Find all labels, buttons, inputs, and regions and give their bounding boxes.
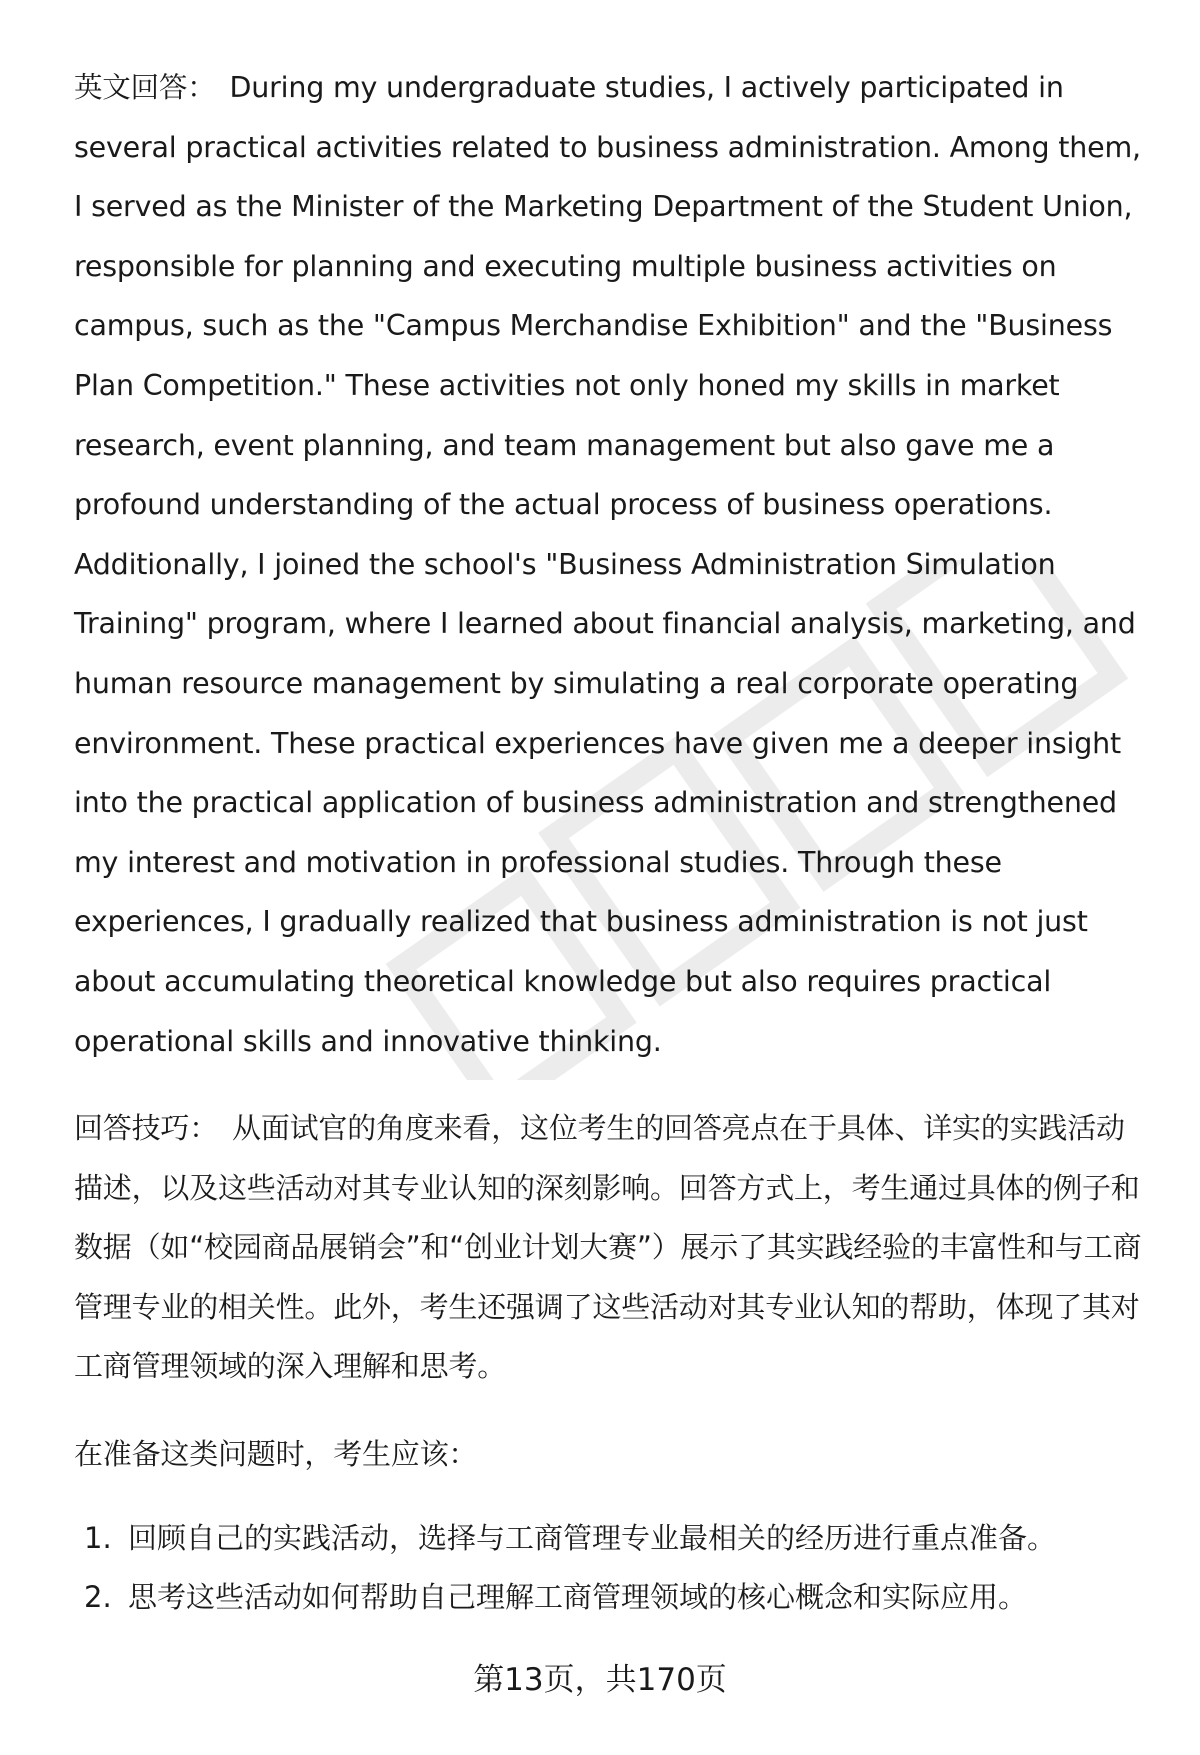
preparation-steps-list <box>74 1509 1146 1628</box>
english-answer-text: During my undergraduate studies, I actively participated in several practical activities related to business administration. Among them, I served as the Minister of the Marketing Department of the Student Union, responsible for planning and executing multiple business activities on campus, such as the "Campus Merchandise Exhibition" and the "Business Plan Competition." These activities not only honed my skills in market research, event planning, and team management but also gave me a profound understanding of the actual process of business operations. Additionally, I joined the school's "Business Administration Simulation Training" program, where I learned about financial analysis, marketing, and human resource management by simulating a real corporate operating environment. These practical experiences have given me a deeper insight into the practical application of business administration and strengthened my interest and motivation in professional studies. Through these experiences, I gradually realized that business administration is not just about accumulating theoretical knowledge but also requires practical operational skills and innovative thinking. <box>74 71 1141 1058</box>
answer-tips-paragraph <box>74 1099 1146 1397</box>
list-item-number: 1. <box>84 1520 112 1555</box>
list-item <box>84 1568 1146 1628</box>
list-item <box>84 1509 1146 1569</box>
answer-tips-text: 从面试官的角度来看，这位考生的回答亮点在于具体、详实的实践活动描述，以及这些活动对其专业认知的深刻影响。回答方式上，考生通过具体的例子和数据（如“校园商品展销会”和“创业计划大赛”）展示了其实践经验的丰富性和与工商管理专业的相关性。此外，考生还强调了这些活动对其专业认知的帮助，体现了其对工商管理领域的深入理解和思考。 <box>74 1111 1142 1384</box>
list-item-text: 回顾自己的实践活动，选择与工商管理专业最相关的经历进行重点准备。 <box>128 1520 1057 1555</box>
preparation-intro: 在准备这类问题时，考生应该： <box>74 1437 478 1472</box>
english-answer-paragraph <box>74 58 1146 1071</box>
answer-tips-label: 回答技巧： <box>74 1111 219 1146</box>
page-indicator: 第13页，共170页 <box>473 1662 727 1698</box>
list-item-number: 2. <box>84 1580 112 1615</box>
list-item-text: 思考这些活动如何帮助自己理解工商管理领域的核心概念和实际应用。 <box>128 1580 1028 1615</box>
english-answer-label: 英文回答： <box>74 71 216 104</box>
